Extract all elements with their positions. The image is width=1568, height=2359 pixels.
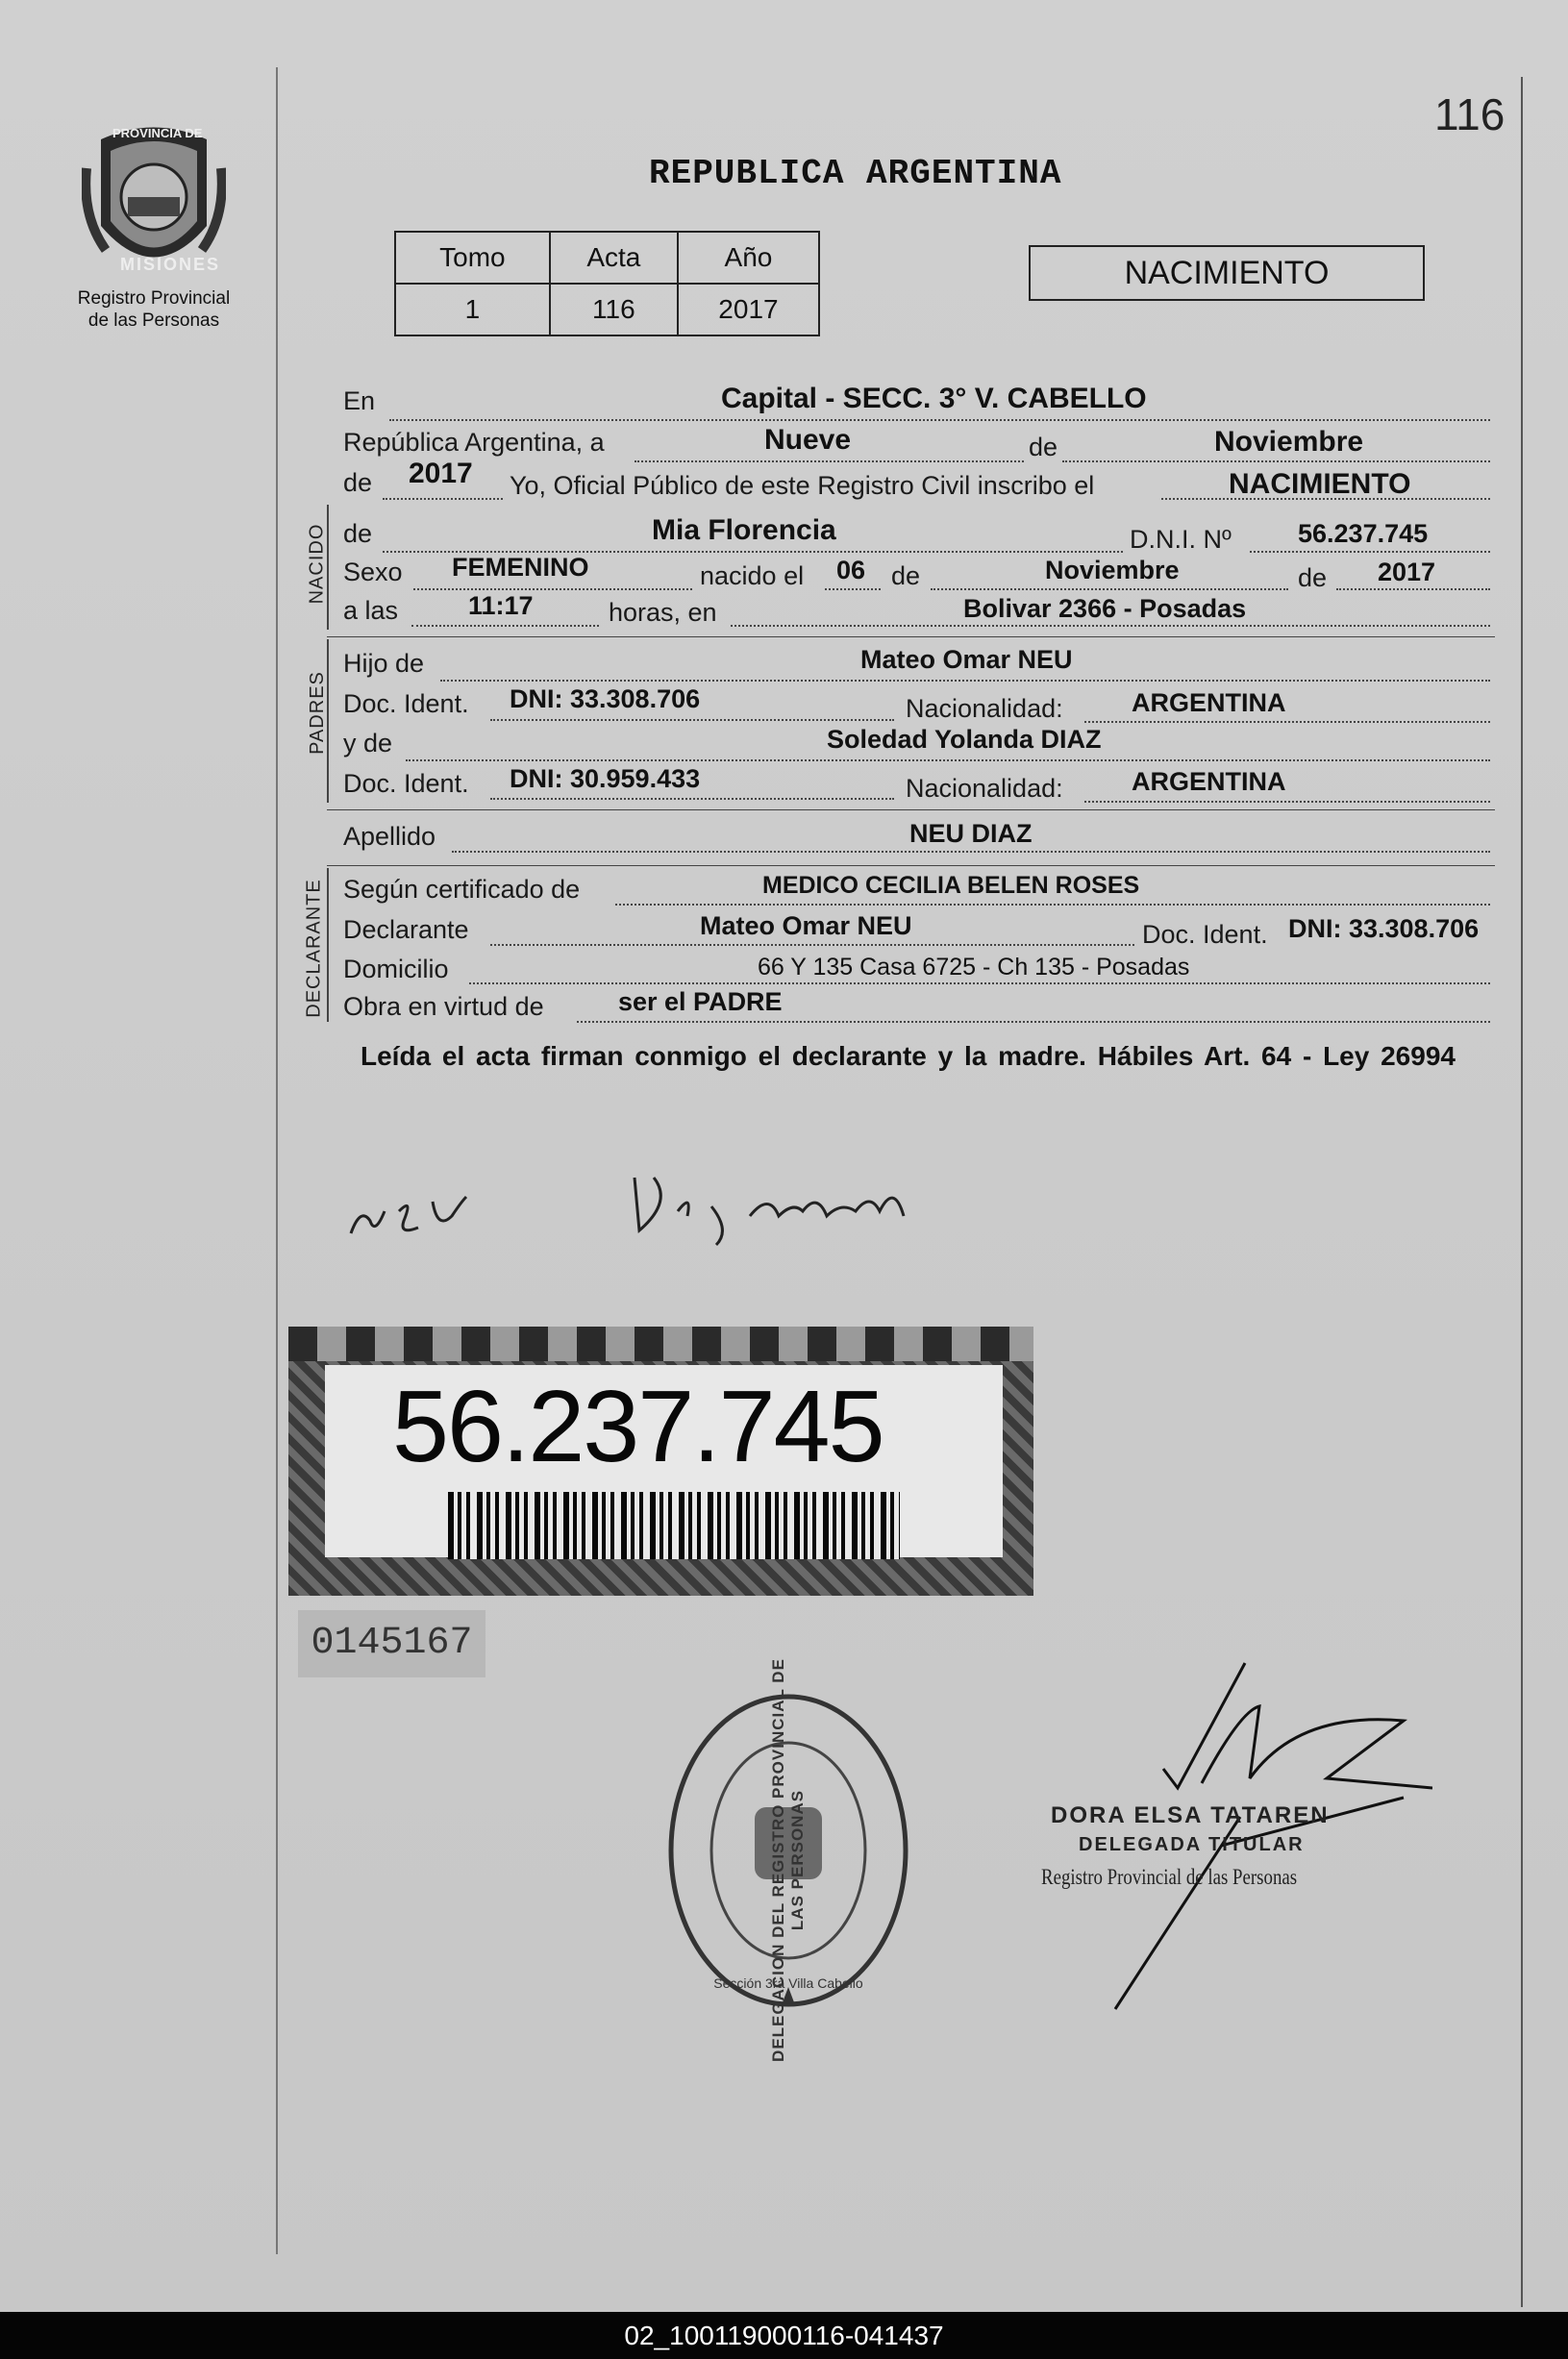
child-dni: 56.237.745 (1298, 519, 1429, 548)
crest (82, 120, 226, 286)
sticker-serial: 0145167 (298, 1610, 485, 1677)
intro-year: 2017 (409, 458, 473, 489)
section-padres: PADRES (306, 671, 328, 755)
cert-value: MEDICO CECILIA BELEN ROSES (762, 872, 1140, 899)
obra-value: ser el PADRE (618, 987, 783, 1016)
nacido-el-label: nacido el (700, 561, 805, 590)
birth-de-label: de (891, 561, 921, 590)
page-number: 116 (1434, 89, 1506, 139)
barcode-icon (448, 1492, 900, 1559)
official-office: Registro Provincial de las Personas (1041, 1865, 1298, 1889)
stamp-ring-text: DELEGACION DEL REGISTRO PROVINCIAL DE LAS PERSONAS (769, 1658, 807, 2062)
child-name: Mia Florencia (652, 514, 836, 546)
right-border-line (1521, 77, 1523, 2307)
intro-day: Nueve (764, 424, 852, 456)
stamp-inner-text: Sección 3ra Villa Cabello (713, 1975, 863, 1991)
officer-text: Yo, Oficial Público de este Registro Civil inscribo el (510, 471, 1095, 500)
republic-label: República Argentina, a (343, 428, 605, 457)
value-anio: 2017 (678, 284, 819, 335)
intro-place: Capital - SECC. 3° V. CABELLO (721, 383, 1147, 414)
registry-line1: Registro Provincial (77, 288, 231, 309)
birth-time: 11:17 (468, 591, 534, 620)
obra-label: Obra en virtud de (343, 992, 544, 1021)
header-acta: Acta (550, 232, 678, 284)
intro-month: Noviembre (1214, 426, 1364, 458)
father-nac-label: Nacionalidad: (906, 694, 1063, 723)
child-sex: FEMENINO (452, 553, 589, 582)
footer-code: 02_100119000116-041437 (0, 2312, 1568, 2359)
en-label: En (343, 386, 376, 415)
sexo-label: Sexo (343, 558, 403, 586)
official-title: DELEGADA TITULAR (1079, 1834, 1305, 1855)
record-type-box (1029, 245, 1425, 301)
section-nacido: NACIDO (306, 523, 328, 605)
crest-top-text: PROVINCIA DE (112, 126, 203, 140)
father-nationality: ARGENTINA (1132, 688, 1286, 717)
closing-text: Leída el acta firman conmigo el declarante y la madre. Hábiles Art. 64 - Ley 26994 (361, 1041, 1456, 1071)
domicilio-value: 66 Y 135 Casa 6725 - Ch 135 - Posadas (758, 954, 1190, 981)
intro-de2-label: de (343, 468, 373, 497)
mother-nac-label: Nacionalidad: (906, 774, 1063, 803)
a-las-label: a las (343, 596, 399, 625)
signature-madre (625, 1163, 923, 1250)
birth-de3-label: de (1298, 563, 1328, 592)
left-margin-line (276, 67, 278, 2254)
declarante-doc: DNI: 33.308.706 (1288, 914, 1480, 943)
dni-label: D.N.I. Nº (1130, 525, 1232, 554)
cert-label: Según certificado de (343, 875, 581, 904)
intro-act-type: NACIMIENTO (1229, 468, 1411, 500)
mother-doc-label: Doc. Ident. (343, 769, 469, 798)
sticker-label (325, 1365, 1003, 1557)
crest-bottom-text: MISIONES (120, 255, 221, 274)
mother-name: Soledad Yolanda DIAZ (827, 725, 1102, 754)
father-doc: DNI: 33.308.706 (510, 684, 701, 713)
record-type: NACIMIENTO (1124, 255, 1330, 291)
nacido-de-label: de (343, 519, 373, 548)
section-declarante: DECLARANTE (303, 879, 325, 1018)
hijo-de-label: Hijo de (343, 649, 425, 678)
declarante-label: Declarante (343, 915, 469, 944)
birth-year: 2017 (1378, 558, 1436, 586)
y-de-label: y de (343, 729, 393, 757)
declarante-doc-label: Doc. Ident. (1142, 920, 1268, 949)
header-tomo: Tomo (395, 232, 550, 284)
intro-de-label: de (1029, 433, 1058, 461)
header-anio: Año (678, 232, 819, 284)
mother-nationality: ARGENTINA (1132, 767, 1286, 796)
official-name: DORA ELSA TATAREN (1051, 1802, 1330, 1828)
record-table (394, 231, 820, 336)
domicilio-label: Domicilio (343, 955, 449, 983)
registry-line2: de las Personas (87, 310, 220, 331)
apellido-value: NEU DIAZ (909, 819, 1033, 848)
signature-declarante (346, 1168, 510, 1245)
value-acta: 116 (550, 284, 678, 335)
birth-day: 06 (836, 556, 866, 584)
birth-month: Noviembre (1045, 556, 1180, 584)
birth-place: Bolivar 2366 - Posadas (963, 594, 1247, 623)
horas-label: horas, en (609, 598, 717, 627)
value-tomo: 1 (395, 284, 550, 335)
country-title: REPUBLICA ARGENTINA (649, 154, 1062, 193)
sticker-number: 56.237.745 (392, 1370, 884, 1483)
father-name: Mateo Omar NEU (860, 645, 1073, 674)
mother-doc: DNI: 30.959.433 (510, 764, 701, 793)
declarante-value: Mateo Omar NEU (700, 911, 912, 940)
father-doc-label: Doc. Ident. (343, 689, 469, 718)
registry-stamp (663, 1658, 913, 2062)
barcode-sticker (288, 1327, 1033, 1596)
apellido-label: Apellido (343, 822, 436, 851)
